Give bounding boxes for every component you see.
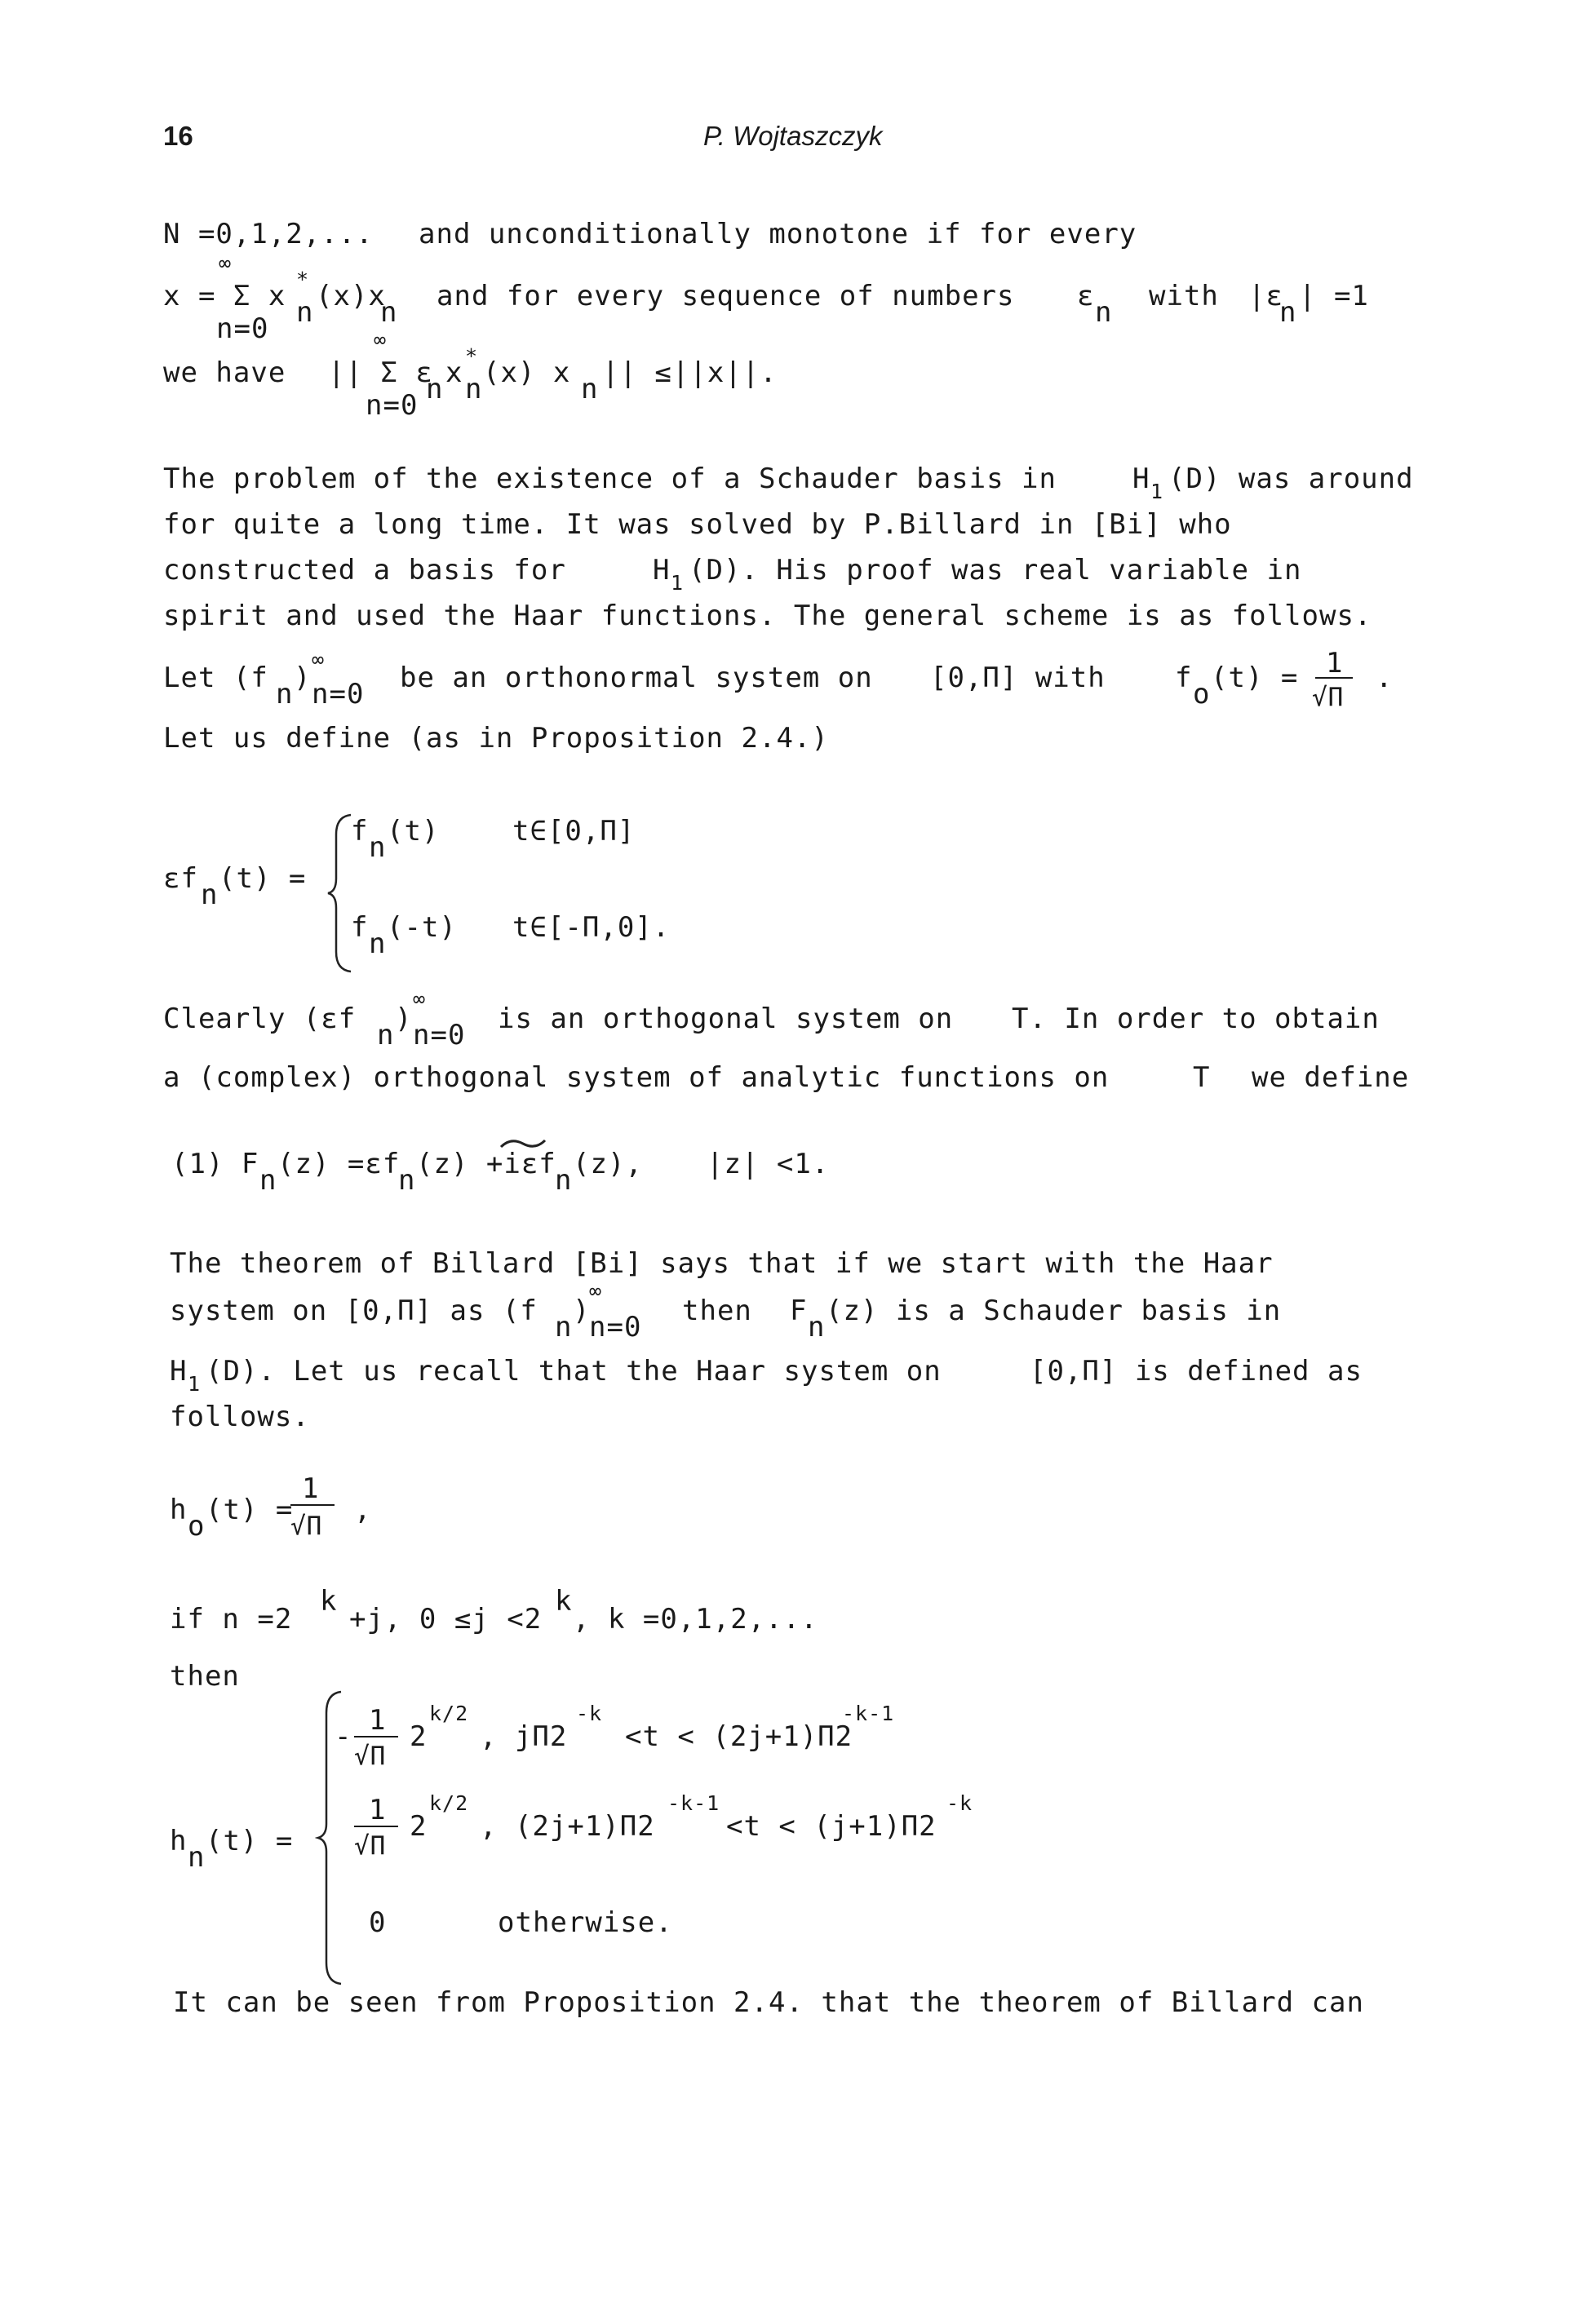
h-var: h [170,1825,188,1857]
sup-exp: k/2 [429,1791,469,1815]
sup-exp: -k-1 [842,1702,895,1725]
case-text: <t < (2j+1)Π2 [625,1720,853,1753]
text-line: we define [1252,1061,1410,1094]
norm-inequality: || ≤||x||. [602,356,778,389]
index-range: N =0,1,2,... [163,218,374,250]
case-text: , jΠ2 [480,1720,568,1753]
f-var: f [1175,662,1193,694]
norm-rest: (x) x [483,356,571,389]
eq-label-F: (1) F [171,1148,259,1180]
eq-part: (z), [573,1148,643,1180]
eq-condition: |z| <1. [707,1148,830,1180]
frac-den: √Π [290,1512,323,1541]
frac-num: 1 [369,1794,387,1826]
text-line: Let us define (as in Proposition 2.4.) [163,722,829,755]
index-condition: if n =2 [170,1603,293,1636]
text-line: Let (f [163,662,268,694]
sup-inf: ∞ [312,648,326,671]
series-x: x = Σ x [163,280,286,312]
sub-1: 1 [1150,480,1164,503]
final-text-line: It can be seen from Proposition 2.4. that the theorem of Billard can [173,1986,1364,2019]
text-line: spirit and used the Haar functions. The general scheme is as follows. [163,600,1372,632]
sub-n: n [426,373,444,405]
top-line1-text: and unconditionally monotone if for every [419,218,1137,250]
sub-n: n [380,296,398,329]
text-line: for quite a long time. It was solved by P.Billard in [Bi] who [163,508,1232,541]
sub-o: o [188,1510,206,1543]
text-line: (D) was around [1168,463,1414,495]
tilde-mark [499,1137,547,1150]
T-symbol: T [1193,1061,1211,1094]
frac-bar [1315,677,1353,679]
text-line: system on [0,Π] as (f [170,1295,538,1327]
sub-n0: n=0 [312,678,365,710]
frac-bar [290,1504,335,1506]
text-line: The theorem of Billard [Bi] says that if we start with the Haar [170,1247,1274,1280]
with-word: with [1149,280,1219,312]
frac-bar [354,1826,398,1827]
page-number: 16 [163,121,193,151]
frac-num: 1 [302,1472,320,1505]
eps-f-lhs: εf [163,862,198,895]
sub-n0: n=0 [413,1019,466,1051]
eq-part: (z) =εf [277,1148,401,1180]
sub-n0: n=0 [589,1311,642,1343]
sup-k: k [555,1585,573,1618]
sup-exp: -k [946,1791,973,1815]
sum-lower-limit: n=0 [366,389,419,422]
sub-n: n [188,1841,206,1874]
running-title: P. Wojtaszczyk [703,121,883,151]
sub-1: 1 [671,571,685,595]
sum-upper-limit: ∞ [374,328,388,352]
sup-k: k [320,1585,338,1618]
frac-num: 1 [1326,647,1344,679]
index-condition: +j, 0 ≤j <2 [349,1603,543,1636]
zero-value: 0 [369,1906,387,1939]
comma: , [354,1494,372,1526]
epsilon: ε [1077,280,1095,312]
sub-n: n [465,373,483,405]
eps-f-lhs-rest: (t) = [219,862,307,895]
text-line: The problem of the existence of a Schauder basis in [163,463,1057,495]
text-line: be an orthonormal system on [400,662,873,694]
sub-n: n [581,373,599,405]
sub-n: n [377,1019,395,1051]
minus-sign: - [335,1720,352,1753]
h-space: H [170,1355,188,1388]
x-var: x [445,356,463,389]
text-line: (D). Let us recall that the Haar system on [206,1355,942,1388]
h-var: h [170,1494,188,1526]
case-f: f [351,815,369,848]
sum-upper-limit: ∞ [219,251,233,275]
case-condition: t∈[-Π,0]. [512,911,671,944]
case-text: , (2j+1)Π2 [480,1810,655,1843]
case-f-arg: (-t) [387,911,457,944]
hn-eq: (t) = [206,1825,294,1857]
sub-n: n [555,1164,573,1197]
sub-n: n [296,296,314,329]
then-word: then [170,1660,240,1693]
norm-sum: || Σ ε [328,356,433,389]
abs-eps: |ε [1248,280,1283,312]
sub-1: 1 [188,1372,202,1396]
top-line2-text: and for every sequence of numbers [437,280,1015,312]
otherwise-text: otherwise. [498,1906,673,1939]
sup-exp: -k-1 [667,1791,720,1815]
text-line: follows. [170,1401,310,1433]
sub-n: n [369,831,387,864]
text-line: then [682,1295,752,1327]
text-line: a (complex) orthogonal system of analytic functions on [163,1061,1110,1094]
sup-exp: k/2 [429,1702,469,1725]
period: . [1376,662,1394,694]
h-space: H [653,554,671,587]
case-f-arg: (t) [387,815,440,848]
interval: [0,Π] with [930,662,1106,694]
frac-den: √Π [1312,683,1345,712]
power-base: 2 [410,1810,428,1843]
star-sup: * [296,268,310,291]
text-line: is an orthogonal system on [498,1003,954,1035]
text-line: T. In order to obtain [1012,1003,1380,1035]
sub-n: n [201,879,219,911]
sub-n: n [555,1311,573,1343]
sup-exp: -k [576,1702,603,1725]
frac-bar [354,1736,398,1737]
sub-n: n [259,1164,277,1197]
paren: ) [294,662,312,694]
sum-lower-limit: n=0 [216,312,269,345]
sub-n: n [369,927,387,960]
sub-o: o [1193,678,1211,710]
sub-n: n [398,1164,416,1197]
text-line: [0,Π] is defined as [1030,1355,1363,1388]
case-condition: t∈[0,Π] [512,815,636,848]
power-base: 2 [410,1720,428,1753]
sub-n: n [276,678,294,710]
sup-inf: ∞ [413,987,427,1011]
frac-den: √Π [354,1831,387,1861]
star-sup: * [465,344,479,368]
F-var: F [790,1295,808,1327]
sub-n: n [1279,296,1297,329]
paren: ) [573,1295,591,1327]
series-x-rest: (x)x [316,280,386,312]
text-line: (D). His proof was real variable in [689,554,1302,587]
text-line: (z) is a Schauder basis in [826,1295,1282,1327]
eq-part: (z) +iεf [416,1148,556,1180]
abs-eps-end: | =1 [1299,280,1369,312]
h0-eq: (t) = [206,1494,294,1526]
text-line: Clearly (εf [163,1003,357,1035]
h-space: H [1132,463,1150,495]
sub-n: n [808,1311,826,1343]
sub-n: n [1095,296,1113,329]
paren: ) [395,1003,413,1035]
frac-den: √Π [354,1742,387,1771]
index-condition: , k =0,1,2,... [573,1603,818,1636]
text-line: constructed a basis for [163,554,566,587]
sup-inf: ∞ [589,1279,603,1303]
frac-num: 1 [369,1704,387,1737]
we-have: we have [163,356,286,389]
text-line: (t) = [1211,662,1299,694]
case-f: f [351,911,369,944]
case-text: <t < (j+1)Π2 [726,1810,937,1843]
